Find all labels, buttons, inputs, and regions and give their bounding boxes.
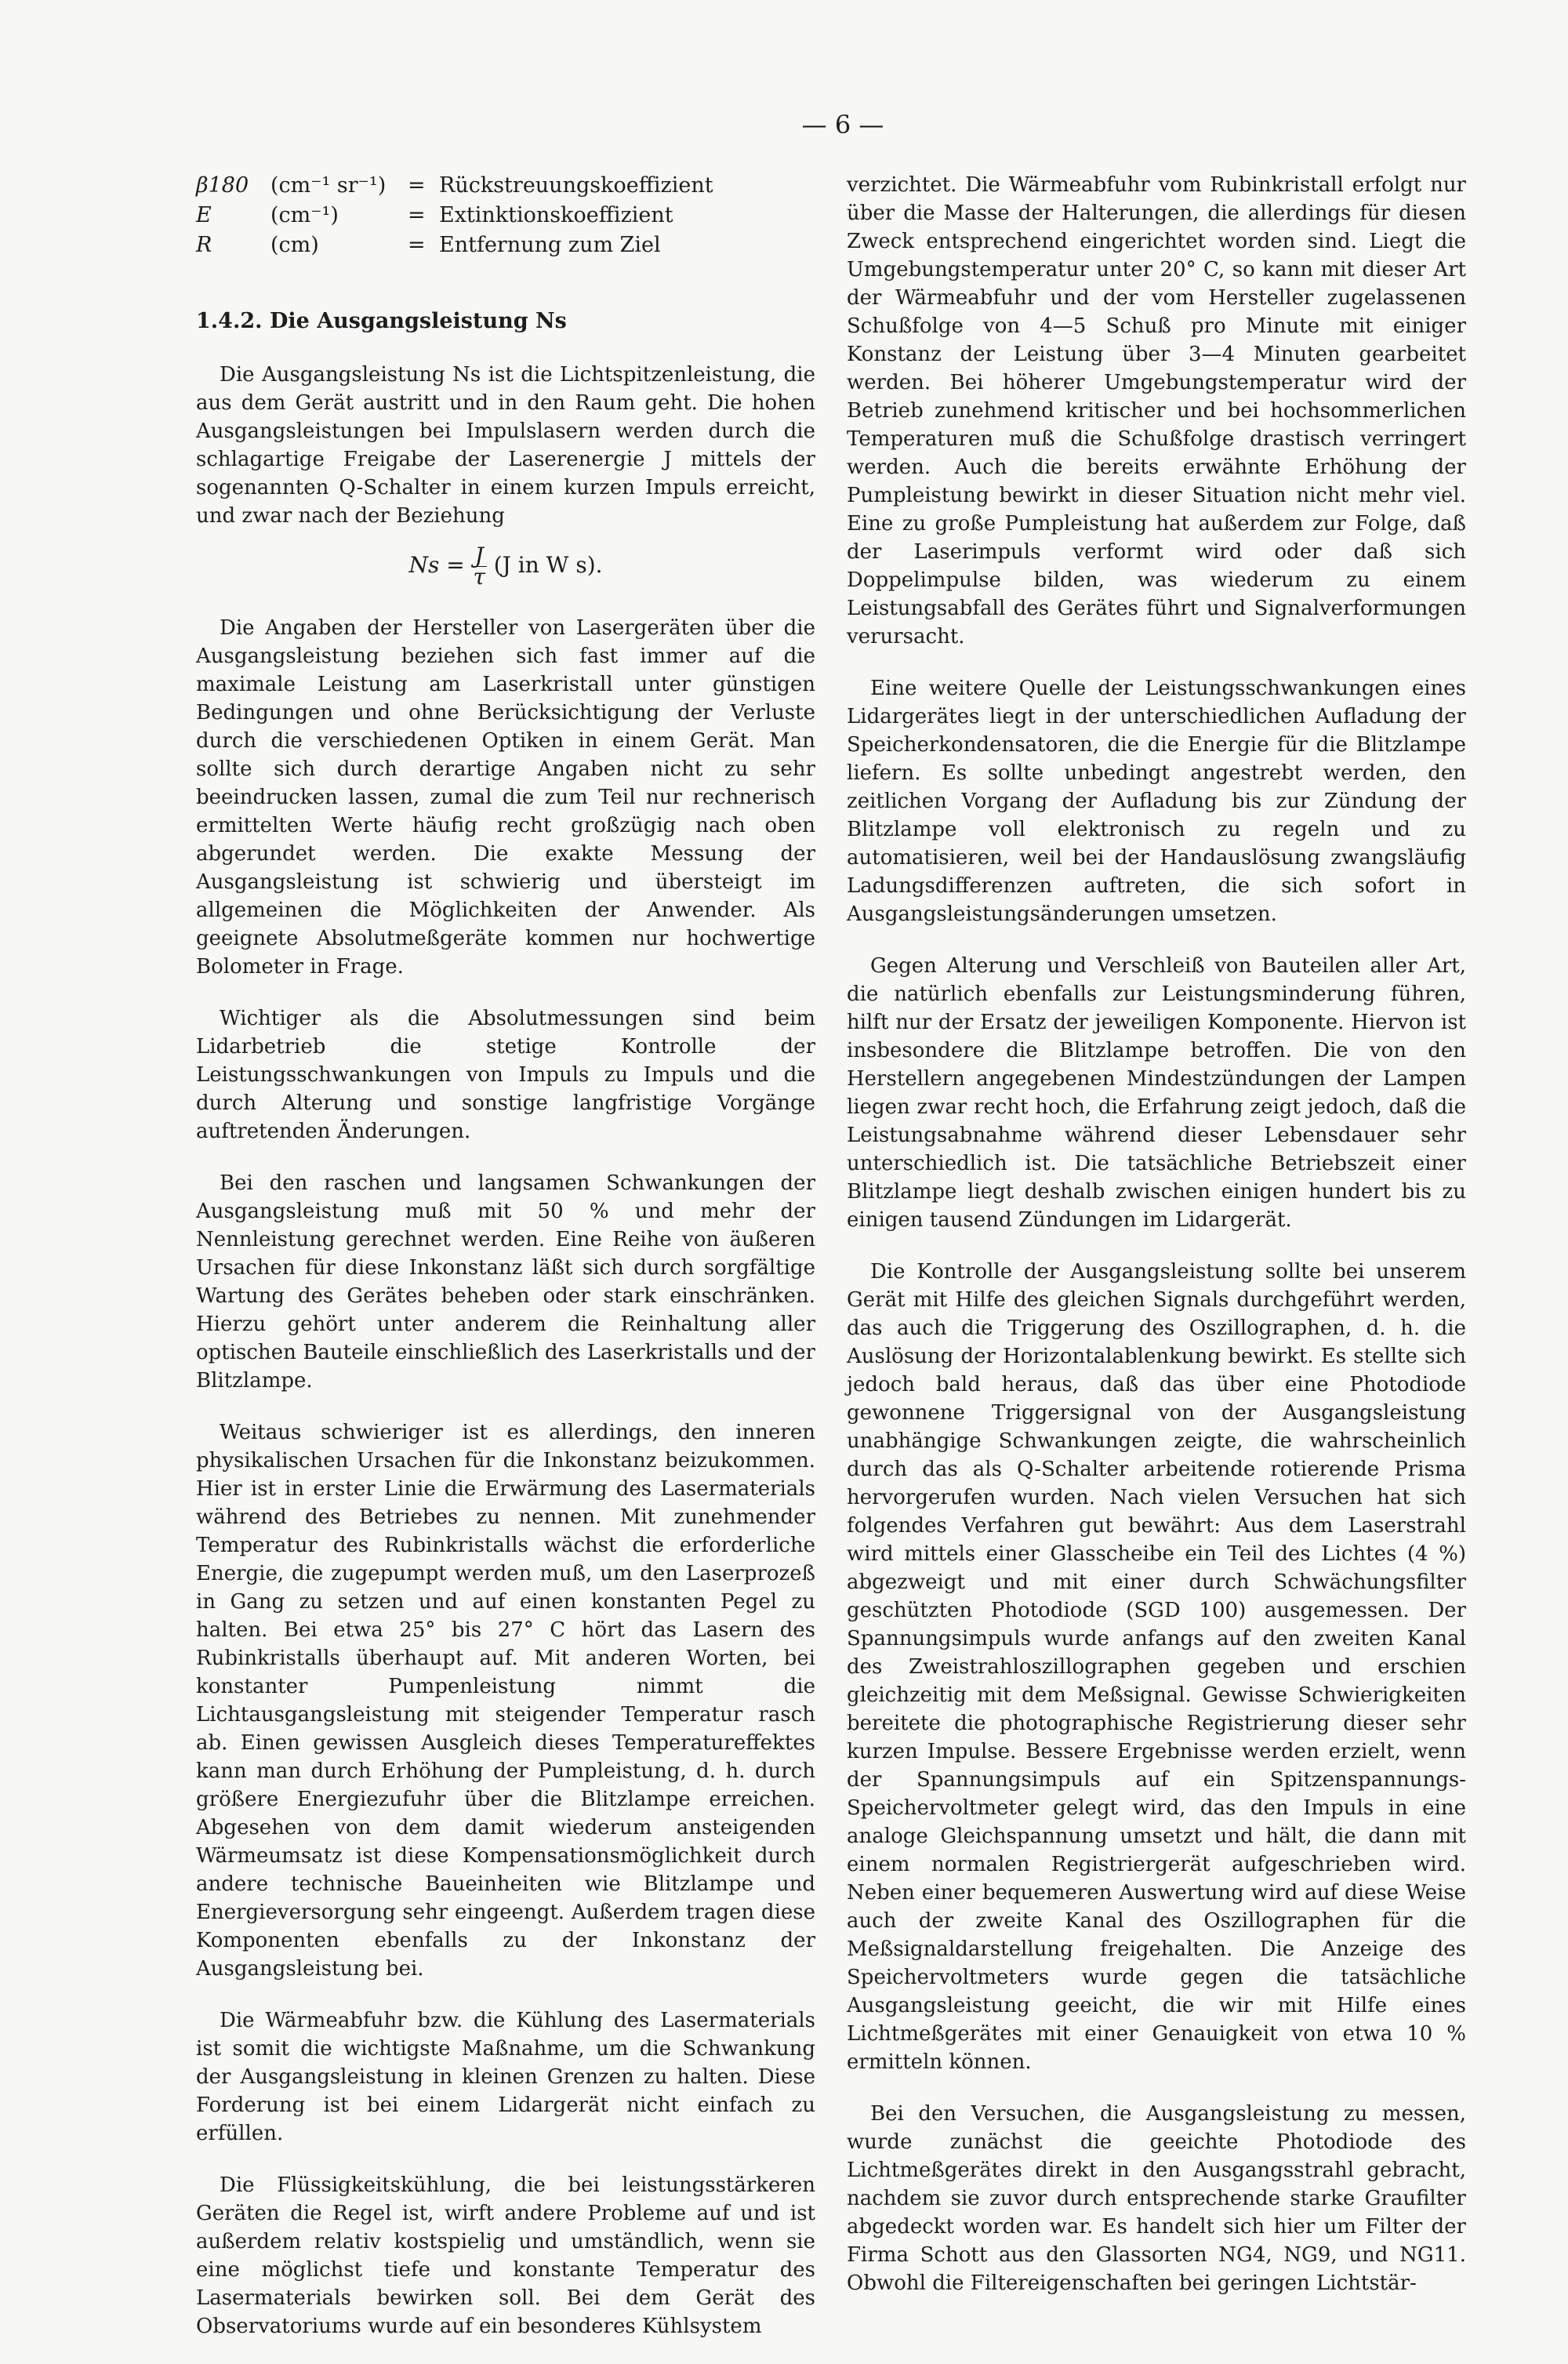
- symbol-name: R: [196, 233, 212, 257]
- paragraph: Die Angaben der Hersteller von Lasergeräten über die Ausgangsleistung beziehen sich fast immer auf die maximale Leistung am Laserkristall unter günstigen Bedingungen und ohne Berücksichtigung der Verluste durch die verschiedenen Optiken in einem Gerät. Man sollte sich durch derartige Angaben nicht zu sehr beeindrucken lassen, zumal die zum Teil nur rechnerisch ermittelten Werte häufig recht großzügig nach oben abgerundet werden. Die exakte Messung der Ausgangsleistung ist schwierig und übersteigt im allgemeinen die Möglichkeiten der Anwender. Als geeignete Absolutmeßgeräte kommen nur hochwertige Bolometer in Frage.: [196, 616, 815, 979]
- formula-denominator: τ: [473, 564, 485, 590]
- right-column: [847, 171, 1466, 2321]
- paragraph: Bei den Versuchen, die Ausgangsleistung zu messen, wurde zunächst die geeichte Photodiode des Lichtmeßgerätes direkt in den Ausgangsstrahl gebracht, nachdem sie zuvor durch entsprechende starke Graufilter abgedeckt worden war. Es handelt sich hier um Filter der Firma Schott aus den Glassorten NG4, NG9, und NG11. Obwohl die Filtereigenschaften bei geringen Lichtstär-: [847, 2102, 1466, 2295]
- symbol-equals: =: [408, 173, 426, 198]
- symbol-name: E: [196, 203, 212, 227]
- symbol-equals: =: [408, 203, 426, 227]
- paragraph: Gegen Alterung und Verschleiß von Bauteilen aller Art, die natürlich ebenfalls zur Leistungsminderung führen, hilft nur der Ersatz der jeweiligen Komponente. Hiervon ist insbesondere die Blitzlampe betroffen. Die von den Herstellern angegebenen Mindestzündungen der Lampen liegen zwar recht hoch, die Erfahrung zeigt jedoch, daß die Leistungsabnahme während dieser Lebensdauer sehr unterschiedlich ist. Die tatsächliche Betriebszeit einer Blitzlampe liegt deshalb zwischen einigen hundert bis zu einigen tausend Zündungen im Lidargerät.: [847, 954, 1466, 1232]
- paragraph-continued: verzichtet. Die Wärmeabfuhr vom Rubinkristall erfolgt nur über die Masse der Halterungen, die allerdings für diesen Zweck entsprechend eingerichtet worden sind. Liegt die Umgebungstemperatur unter 20° C, so kann mit dieser Art der Wärmeabfuhr und der vom Hersteller zugelassenen Schußfolge von 4—5 Schuß pro Minute mit einiger Konstanz der Leistung über 3—4 Minuten gearbeitet werden. Bei höherer Umgebungstemperatur wird der Betrieb zunehmend kritischer und bei hochsommerlichen Temperaturen muß die Schußfolge drastisch verringert werden. Auch die bereits erwähnte Erhöhung der Pumpleistung bewirkt in dieser Situation nicht mehr viel. Eine zu große Pumpleistung hat außerdem zur Folge, daß der Laserimpuls verformt wird oder daß sich Doppelimpulse bilden, was wiederum zu einem Leistungsabfall des Gerätes führt und Signalverformungen verursacht.: [847, 173, 1466, 648]
- symbol-unit: (cm): [270, 233, 319, 257]
- paragraph: Wichtiger als die Absolutmessungen sind beim Lidarbetrieb die stetige Kontrolle der Leistungsschwankungen von Impuls zu Impuls und die durch Alterung und sonstige langfristige Vorgänge auftretenden Änderungen.: [196, 1007, 815, 1143]
- symbol-name: β180: [196, 173, 249, 198]
- section-heading: [196, 307, 815, 336]
- symbol-row: [196, 201, 815, 231]
- symbol-unit: (cm⁻¹ sr⁻¹): [270, 173, 387, 198]
- section-number: 1.4.2.: [196, 309, 263, 333]
- formula-lhs: Ns =: [408, 552, 465, 578]
- symbol-list: [196, 171, 815, 260]
- paragraph: Die Wärmeabfuhr bzw. die Kühlung des Lasermaterials ist somit die wichtigste Maßnahme, um die Schwankung der Ausgangsleistung in kleinen Grenzen zu halten. Diese Forderung ist bei einem Lidargerät nicht einfach zu erfüllen.: [196, 2009, 815, 2145]
- symbol-description: Extinktionskoeffizient: [439, 203, 673, 227]
- paragraph: Die Ausgangsleistung Ns ist die Lichtspitzenleistung, die aus dem Gerät austritt und in den Raum geht. Die hohen Ausgangsleistungen bei Impulslasern werden durch die schlagartige Freigabe der Laserenergie J mittels der sogenannten Q-Schalter in einem kurzen Impuls erreicht, und zwar nach der Beziehung: [196, 363, 815, 528]
- symbol-description: Rückstreuungskoeffizient: [439, 173, 713, 198]
- paragraph: Bei den raschen und langsamen Schwankungen der Ausgangsleistung muß mit 50 % und mehr der Nennleistung gerechnet werden. Eine Reihe von äußeren Ursachen für diese Inkonstanz läßt sich durch sorgfältige Wartung des Gerätes beheben oder stark einschränken. Hierzu gehört unter anderem die Reinhaltung aller optischen Bauteile einschließlich des Laserkristalls und der Blitzlampe.: [196, 1171, 815, 1393]
- paragraph: Eine weitere Quelle der Leistungsschwankungen eines Lidargerätes liegt in der unterschiedlichen Aufladung der Speicherkondensatoren, die die Energie für die Blitzlampe liefern. Es sollte unbedingt angestrebt werden, den zeitlichen Vorgang der Aufladung bis zur Zündung der Blitzlampe voll elektronisch zu regeln und zu automatisieren, weil bei der Handauslösung zwangsläufig Ladungsdifferenzen auftreten, die sich sofort in Ausgangsleistungsänderungen umsetzen.: [847, 677, 1466, 926]
- formula: [196, 543, 815, 590]
- formula-rhs: (J in W s).: [493, 552, 603, 578]
- symbol-unit: (cm⁻¹): [270, 203, 339, 227]
- symbol-description: Entfernung zum Ziel: [439, 233, 661, 257]
- symbol-row: [196, 171, 815, 201]
- formula-fraction: [472, 543, 487, 590]
- paragraph: Weitaus schwieriger ist es allerdings, den inneren physikalischen Ursachen für die Inkonstanz beizukommen. Hier ist in erster Linie die Erwärmung des Lasermaterials während des Betriebes zu nennen. Mit zunehmender Temperatur des Rubinkristalls wächst die erforderliche Energie, die zugepumpt werden muß, um den Laserprozeß in Gang zu setzen und auf einen konstanten Pegel zu halten. Bei etwa 25° bis 27° C hört das Lasern des Rubinkristalls überhaupt auf. Mit anderen Worten, bei konstanter Pumpenleistung nimmt die Lichtausgangsleistung mit steigender Temperatur rasch ab. Einen gewissen Ausgleich dieses Temperatureffektes kann man durch Erhöhung der Pumpleistung, d. h. durch größere Energiezufuhr über die Blitzlampe erreichen. Abgesehen von dem damit wiederum ansteigenden Wärmeumsatz ist diese Kompensationsmöglichkeit durch andere technische Baueinheiten wie Blitzlampe und Energieversorgung sehr eingeengt. Außerdem tragen diese Komponenten ebenfalls zu der Inkonstanz der Ausgangsleistung bei.: [196, 1421, 815, 1981]
- symbol-equals: =: [408, 233, 426, 257]
- paragraph: Die Flüssigkeitskühlung, die bei leistungsstärkeren Geräten die Regel ist, wirft andere Probleme auf und ist außerdem relativ kostspielig und umständlich, wenn sie eine möglichst tiefe und konstante Temperatur des Lasermaterials bewirken soll. Bei dem Gerät des Observatoriums wurde auf ein besonderes Kühlsystem: [196, 2173, 815, 2338]
- left-column: [196, 171, 815, 2364]
- paragraph: Die Kontrolle der Ausgangsleistung sollte bei unserem Gerät mit Hilfe des gleichen Signals durchgeführt werden, das auch die Triggerung des Oszillographen, d. h. die Auslösung der Horizontalablenkung bewirkt. Es stellte sich jedoch bald heraus, daß das über eine Photodiode gewonnene Triggersignal von der Ausgangsleistung unabhängige Schwankungen zeigte, die wahrscheinlich durch das als Q-Schalter arbeitende rotierende Prisma hervorgerufen wurden. Nach vielen Versuchen hat sich folgendes Verfahren gut bewährt: Aus dem Laserstrahl wird mittels einer Glasscheibe ein Teil des Lichtes (4 %) abgezweigt und mit einer durch Schwächungsfilter geschützten Photodiode (SGD 100) ausgemessen. Der Spannungsimpuls wurde anfangs auf den zweiten Kanal des Zweistrahloszillographen gegeben und erschien gleichzeitig mit dem Meßsignal. Gewisse Schwierigkeiten bereitete die photographische Registrierung dieser sehr kurzen Impulse. Bessere Ergebnisse werden erzielt, wenn der Spannungsimpuls auf ein Spitzenspannungs-Speichervoltmeter gelegt wird, das den Impuls in eine analoge Gleichspannung umsetzt und hält, die dann mit einem normalen Registriergerät aufgeschrieben wird. Neben einer bequemeren Auswertung wird auf diese Weise auch der zweite Kanal des Oszillographen für die Meßsignaldarstellung freigehalten. Die Anzeige des Speichervoltmeters wurde gegen die tatsächliche Ausgangsleistung geeicht, die wir mit Hilfe eines Lichtmeßgerätes mit einer Genauigkeit von etwa 10 % ermitteln können.: [847, 1260, 1466, 2074]
- formula-numerator: J: [472, 546, 487, 567]
- page-number: — 6 —: [801, 110, 884, 140]
- section-title: Die Ausgangsleistung Ns: [269, 309, 567, 333]
- symbol-row: [196, 231, 815, 260]
